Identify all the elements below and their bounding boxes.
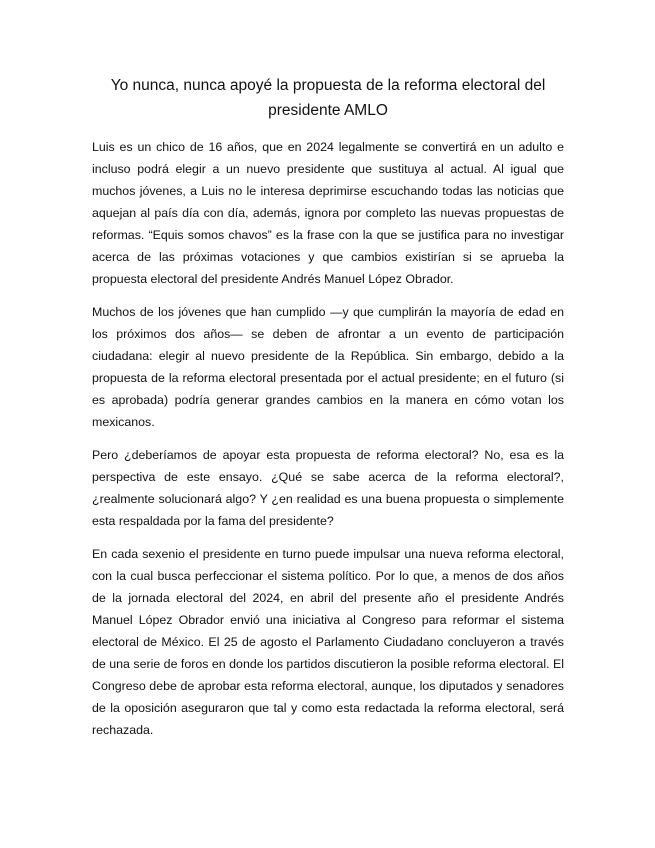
document-body xyxy=(92,136,564,752)
paragraph-4: En cada sexenio el presidente en turno puede impulsar una nueva reforma electoral, con la cual busca perfeccionar el sistema político. Por lo que, a menos de dos años de la jornada electoral del 2024, en abril del presente año el presidente Andrés Manuel López Obrador envió una iniciativa al Congreso para reformar el sistema electoral de México. El 25 de agosto el Parlamento Ciudadano concluyeron a través de una serie de foros en donde los partidos discutieron la posible reforma electoral. El Congreso debe de aprobar esta reforma electoral, aunque, los diputados y senadores de la oposición aseguraron que tal y como esta redactada la reforma electoral, será rechazada. xyxy=(92,547,564,737)
document-title: Yo nunca, nunca apoyé la propuesta de la reforma electoral del presidente AMLO xyxy=(110,77,546,119)
paragraph-3: Pero ¿deberíamos de apoyar esta propuesta de reforma electoral? No, esa es la perspectiva de este ensayo. ¿Qué se sabe acerca de la reforma electoral?, ¿realmente solucionará algo? Y ¿en realidad es una buena propuesta o simplemente esta respaldada por la fama del presidente? xyxy=(92,448,564,528)
paragraph-2: Muchos de los jóvenes que han cumplido —y que cumplirán la mayoría de edad en los próximos dos años— se deben de afrontar a un evento de participación ciudadana: elegir al nuevo presidente de la República. Sin embargo, debido a la propuesta de la reforma electoral presentada por el actual presidente; en el futuro (si es aprobada) podría generar grandes cambios en la manera en cómo votan los mexicanos. xyxy=(92,305,564,429)
paragraph-1: Luis es un chico de 16 años, que en 2024 legalmente se convertirá en un adulto e incluso podrá elegir a un nuevo presidente que sustituya al actual. Al igual que muchos jóvenes, a Luis no le interesa deprimirse escuchando todas las noticias que aquejan al país día con día, además, ignora por completo las nuevas propuestas de reformas. “Equis somos chavos” es la frase con la que se justifica para no investigar acerca de las próximas votaciones y que cambios existirían si se aprueba la propuesta electoral del presidente Andrés Manuel López Obrador. xyxy=(92,140,564,286)
